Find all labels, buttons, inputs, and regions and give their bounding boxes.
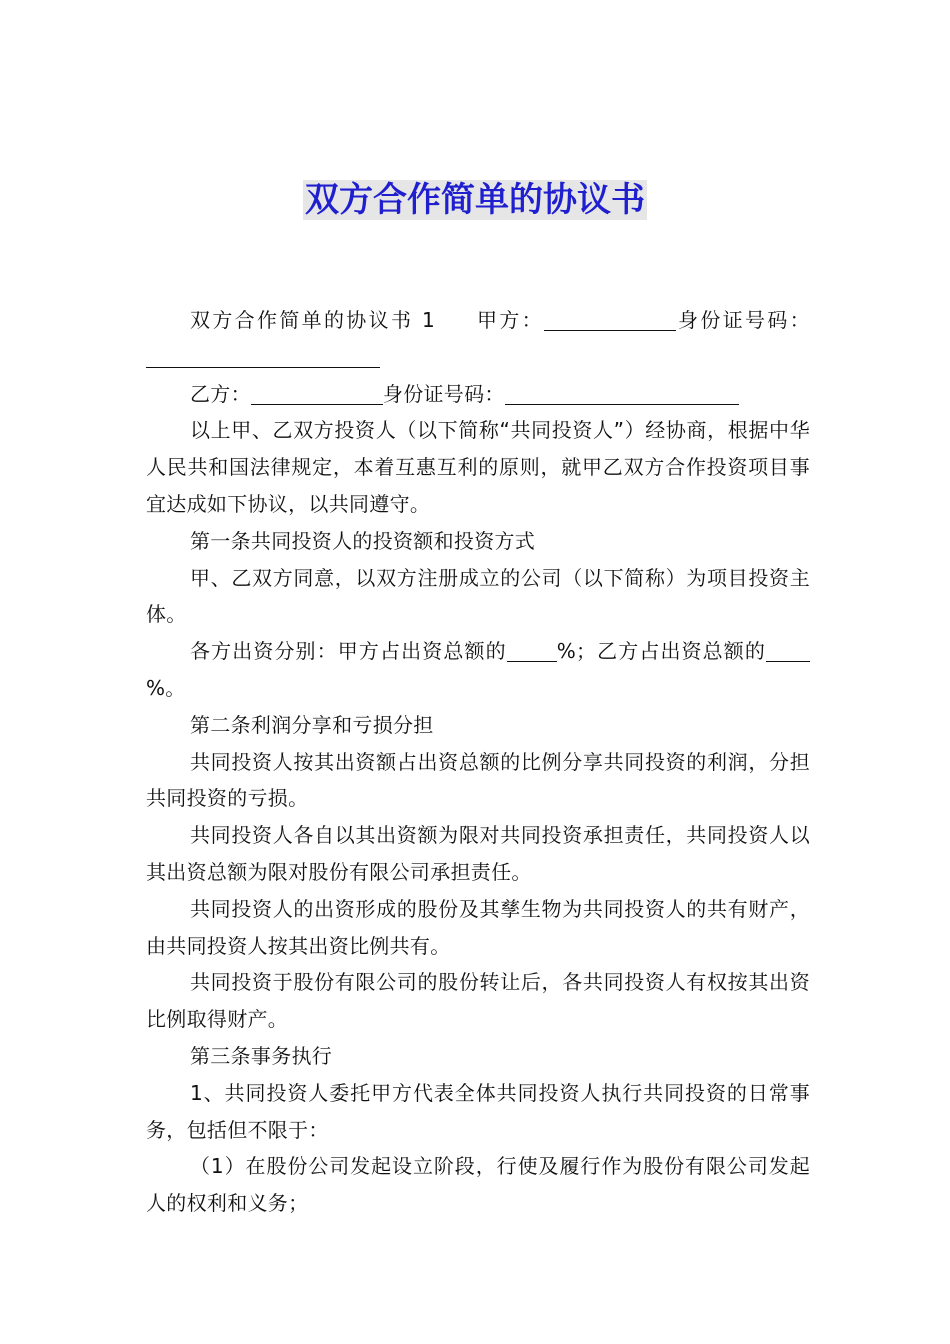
paragraph: 1、共同投资人委托甲方代表全体共同投资人执行共同投资的日常事务，包括但不限于： [146,1080,810,1142]
paragraph: 共同投资人按其出资额占出资总额的比例分享共同投资的利润，分担共同投资的亏损。 [146,749,810,811]
document-title [0,178,950,222]
paragraph: （1）在股份公司发起设立阶段，行使及履行作为股份有限公司发起人的权利和义务； [146,1154,810,1216]
paragraph: 共同投资人的出资形成的股份及其孳生物为共同投资人的共有财产，由共同投资人按其出资比例共有。 [146,896,810,958]
article-heading-2: 第二条利润分享和亏损分担 [190,712,434,737]
paragraph: 甲、乙双方同意，以双方注册成立的公司（以下简称）为项目投资主体。 [146,565,810,627]
party-b-line [146,376,810,413]
article-heading-1: 第一条共同投资人的投资额和投资方式 [190,528,536,553]
document-body [146,302,810,1222]
party-a-percent-blank [507,637,557,662]
party-b-id-blank [505,380,739,405]
party-a-id-label: 身份证号码： [676,308,810,332]
contribution-text-3: %。 [146,675,186,700]
party-b-id-label: 身份证号码： [382,381,505,406]
party-b-blank [251,380,383,405]
parties-line [146,302,810,376]
party-a-id-blank [146,343,380,368]
paragraph: 以上甲、乙双方投资人（以下简称“共同投资人”）经协商，根据中华人民共和国法律规定，本着互惠互利的原则，就甲乙双方合作投资项目事宜达成如下协议，以共同遵守。 [146,418,810,516]
article-heading-3: 第三条事务执行 [190,1043,333,1068]
party-a-blank [544,306,676,331]
party-b-percent-blank-b [780,637,810,662]
party-b-percent-blank-a [766,637,780,662]
paragraph: 共同投资人各自以其出资额为限对共同投资承担责任，共同投资人以其出资总额为限对股份有限公司承担责任。 [146,823,810,884]
party-a-label: 甲方： [475,308,545,332]
party-b-label: 乙方： [190,381,251,406]
contribution-paragraph [146,633,810,707]
agreement-label: 双方合作简单的协议书 1 [190,308,435,332]
contribution-text-2: %；乙方占出资总额的 [556,639,766,664]
contribution-text-1: 各方出资分别：甲方占出资总额的 [190,639,507,664]
paragraph: 共同投资于股份有限公司的股份转让后，各共同投资人有权按其出资比例取得财产。 [146,970,810,1032]
document-title-text: 双方合作简单的协议书 [305,180,645,220]
